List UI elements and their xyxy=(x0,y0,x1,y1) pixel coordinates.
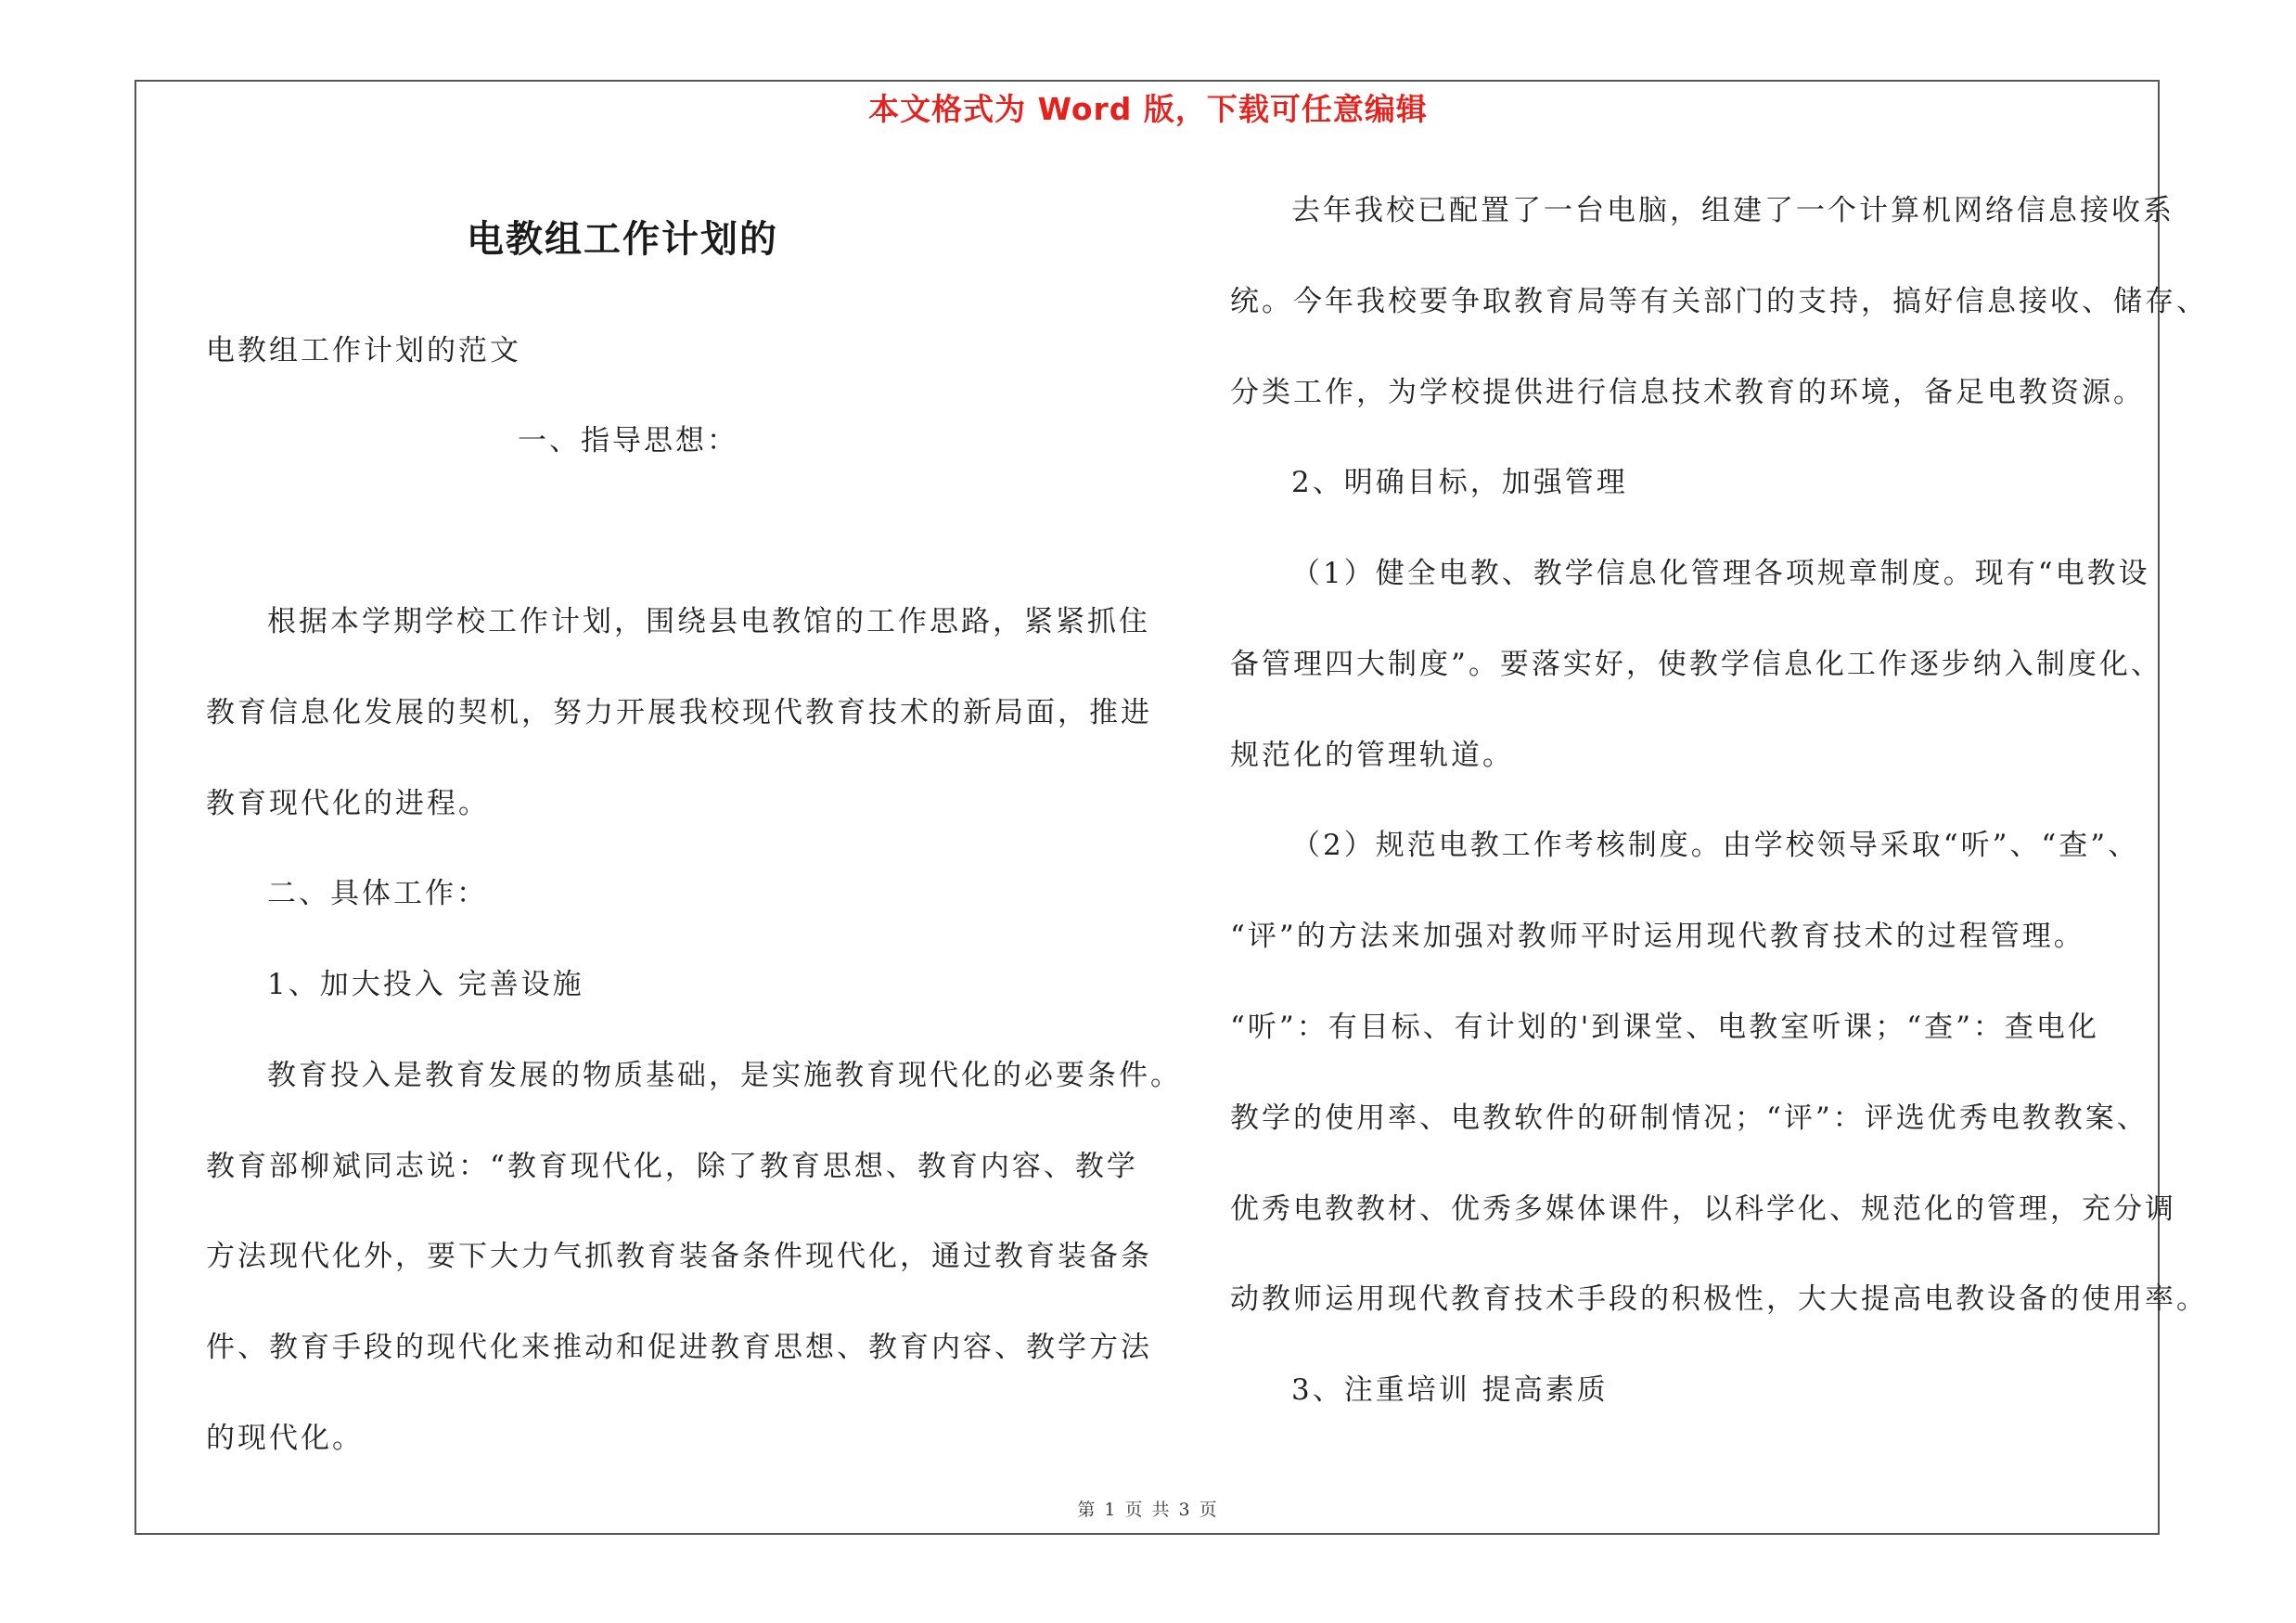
paragraph-line: 去年我校已配置了一台电脑，组建了一个计算机网络信息接收系 xyxy=(1291,194,2174,227)
paragraph-line: 规范化的管理轨道。 xyxy=(1230,739,1514,772)
subsection-heading: 2、明确目标，加强管理 xyxy=(1291,466,1628,499)
paragraph-line: 备管理四大制度”。要落实好，使教学信息化工作逐步纳入制度化、 xyxy=(1230,648,2162,681)
paragraph-line: 统。今年我校要争取教育局等有关部门的支持，搞好信息接收、储存、 xyxy=(1230,285,2208,318)
word-format-banner: 本文格式为 Word 版，下载可任意编辑 xyxy=(868,91,1428,127)
paragraph-line: 电教组工作计划的范文 xyxy=(206,334,521,367)
section-heading: 二、具体工作： xyxy=(267,877,488,910)
page-number-footer: 第 1 页 共 3 页 xyxy=(1077,1500,1219,1520)
section-heading: 一、指导思想： xyxy=(518,424,738,457)
paragraph-line: 教育信息化发展的契机，努力开展我校现代教育技术的新局面，推进 xyxy=(206,696,1152,729)
paragraph-line: 动教师运用现代教育技术手段的积极性，大大提高电教设备的使用率。 xyxy=(1230,1282,2208,1316)
paragraph-line: “听”：有目标、有计划的'到课堂、电教室听课；“查”：查电化 xyxy=(1230,1011,2099,1044)
paragraph-line: 教育部柳斌同志说：“教育现代化，除了教育思想、教育内容、教学 xyxy=(206,1150,1138,1183)
paragraph-line: 方法现代化外，要下大力气抓教育装备条件现代化，通过教育装备条 xyxy=(206,1240,1152,1273)
paragraph-line: 优秀电教教材、优秀多媒体课件，以科学化、规范化的管理，充分调 xyxy=(1230,1192,2176,1226)
paragraph-line: 分类工作，为学校提供进行信息技术教育的环境，备足电教资源。 xyxy=(1230,376,2145,409)
subsection-heading: 3、注重培训 提高素质 xyxy=(1291,1373,1609,1407)
paragraph-line: “评”的方法来加强对教师平时运用现代教育技术的过程管理。 xyxy=(1230,920,2085,953)
subsection-heading: 1、加大投入 完善设施 xyxy=(267,968,584,1001)
paragraph-line: 件、教育手段的现代化来推动和促进教育思想、教育内容、教学方法 xyxy=(206,1331,1152,1364)
paragraph-line: （2）规范电教工作考核制度。由学校领导采取“听”、“查”、 xyxy=(1291,829,2140,862)
paragraph-line: 根据本学期学校工作计划，围绕县电教馆的工作思路，紧紧抓住 xyxy=(267,605,1150,638)
paragraph-line: 教学的使用率、电教软件的研制情况；“评”：评选优秀电教教案、 xyxy=(1230,1101,2148,1135)
paragraph-line: 教育现代化的进程。 xyxy=(206,787,490,820)
paragraph-line: 的现代化。 xyxy=(206,1422,364,1455)
document-title: 电教组工作计划的 xyxy=(467,218,778,261)
paragraph-line: （1）健全电教、教学信息化管理各项规章制度。现有“电教设 xyxy=(1291,557,2150,590)
paragraph-line: 教育投入是教育发展的物质基础，是实施教育现代化的必要条件。 xyxy=(267,1059,1182,1092)
